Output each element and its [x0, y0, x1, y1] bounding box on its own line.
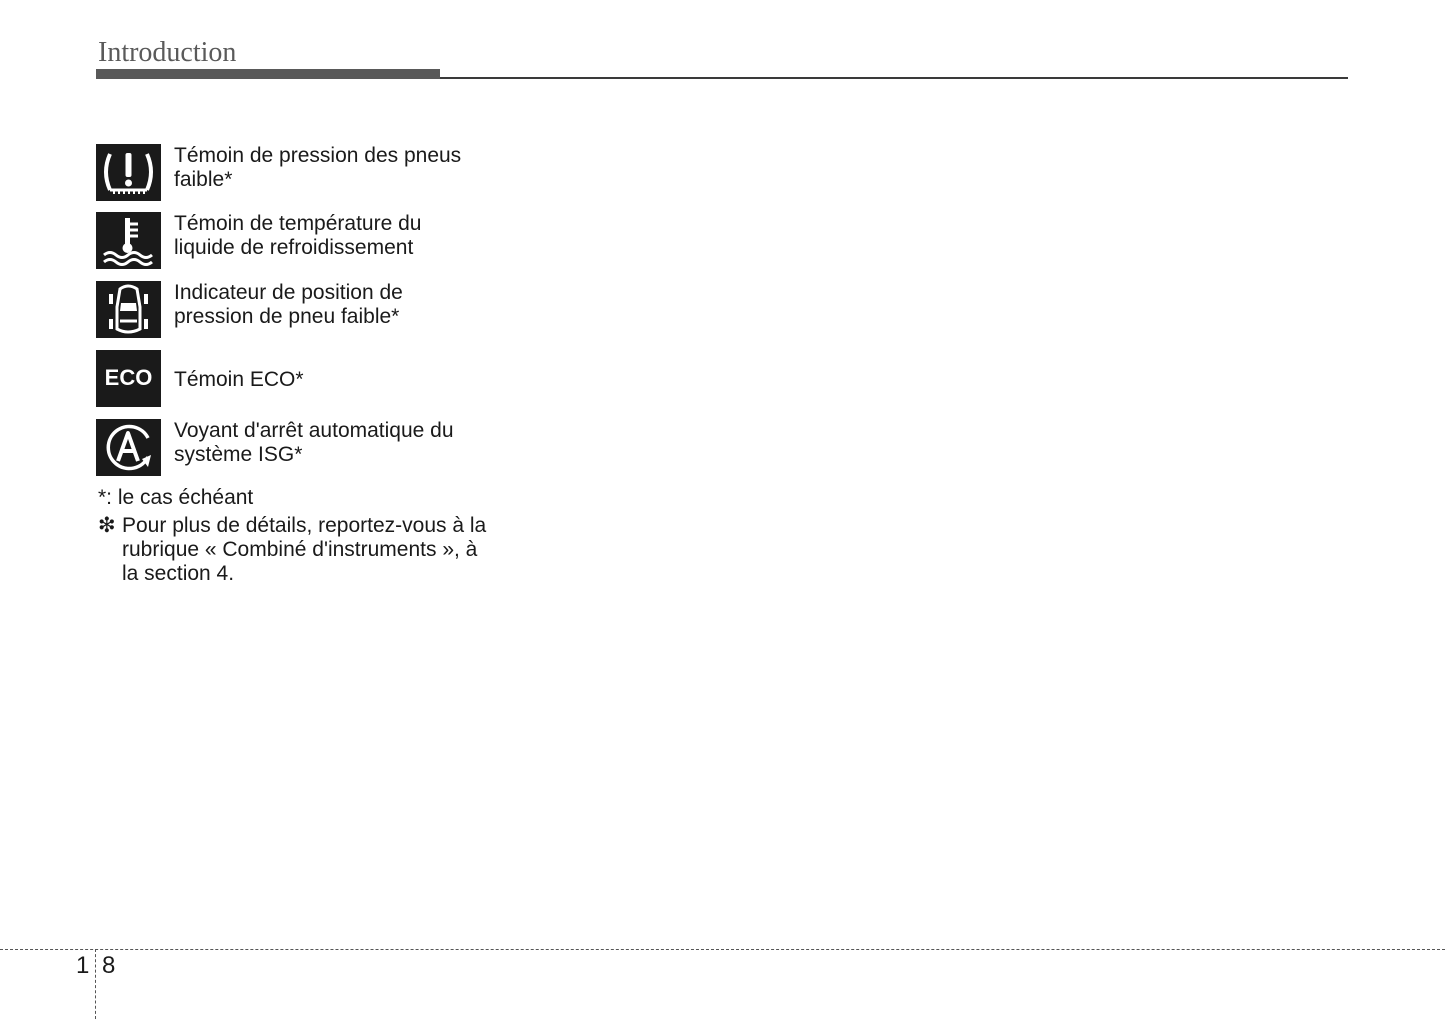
- indicator-label: Témoin de température du liquide de refroidissement: [174, 212, 422, 259]
- header-rule: [440, 77, 1348, 79]
- tire-position-indicator-icon: [96, 281, 161, 338]
- footer-divider: [0, 949, 1445, 950]
- footer-vertical-divider: [95, 949, 96, 1019]
- page-section-number: 1: [76, 952, 90, 979]
- note-text: Pour plus de détails, reportez-vous à la rubrique « Combiné d'instruments », à la section 4.: [122, 514, 487, 585]
- tire-pressure-warning-icon: [96, 144, 161, 201]
- indicator-item-tire-position: [96, 281, 516, 339]
- indicator-label: Témoin de pression des pneus faible*: [174, 144, 462, 191]
- header-accent-bar: [96, 69, 440, 79]
- eco-icon: [96, 350, 161, 407]
- indicator-item-eco: [96, 350, 516, 408]
- eco-icon-text: ECO: [104, 365, 153, 390]
- page-title: Introduction: [98, 37, 237, 68]
- page-number: 8: [102, 952, 116, 979]
- indicator-item-coolant-temperature: [96, 212, 516, 270]
- indicator-label: Indicateur de position de pression de pneu faible*: [174, 281, 403, 328]
- isg-auto-stop-icon: [96, 419, 161, 476]
- indicator-item-tire-pressure: [96, 144, 516, 202]
- indicator-label: Témoin ECO*: [174, 368, 304, 391]
- note-bullet-icon: ❇: [98, 514, 116, 537]
- footnote: *: le cas échéant: [98, 486, 254, 509]
- indicator-item-isg: [96, 419, 516, 477]
- indicator-label: Voyant d'arrêt automatique du système ISG*: [174, 419, 454, 466]
- coolant-temperature-icon: [96, 212, 161, 269]
